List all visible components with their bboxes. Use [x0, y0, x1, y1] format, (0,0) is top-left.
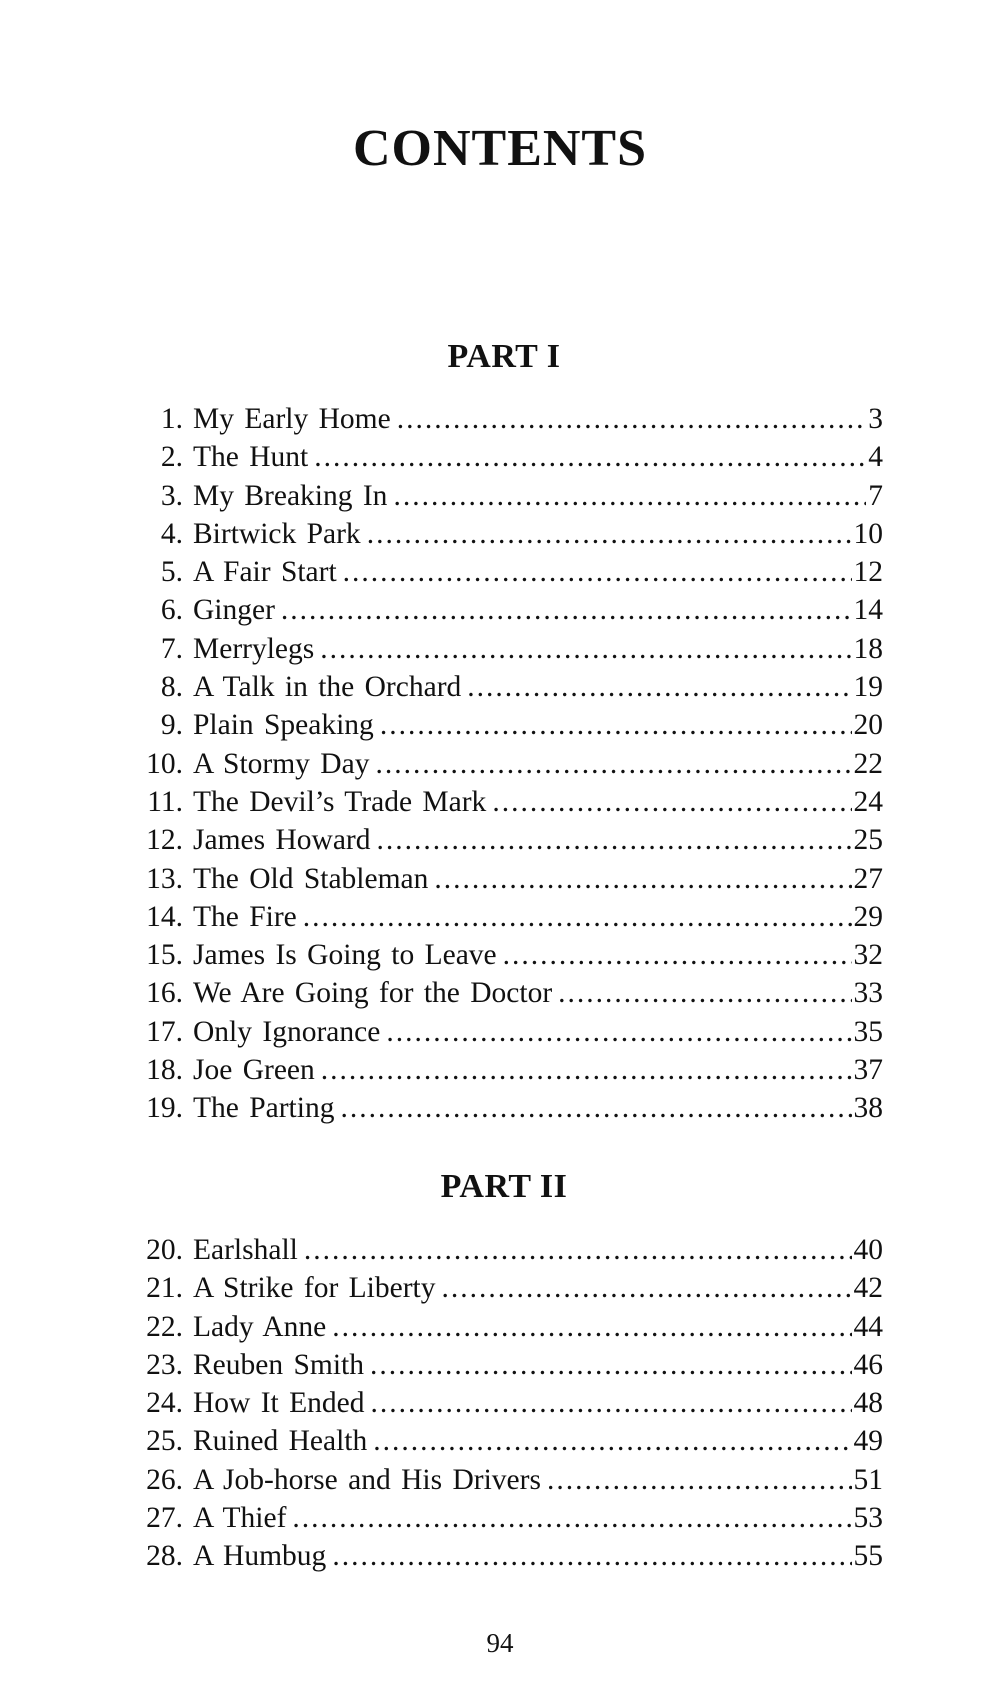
chapter-title: James Is Going to Leave	[193, 939, 497, 972]
chapter-page-number: 48	[853, 1387, 883, 1420]
chapter-number: 4.	[160, 517, 183, 550]
chapter-page-number: 18	[853, 632, 883, 665]
chapter-title: Lady Anne	[193, 1310, 327, 1343]
chapter-number: 12.	[146, 824, 183, 857]
chapter-title: Ruined Health	[193, 1425, 368, 1458]
chapter-title: The Old Stableman	[193, 862, 429, 895]
chapter-page-number: 35	[853, 1015, 883, 1048]
chapter-title: Earlshall	[193, 1234, 298, 1266]
chapter-page-number: 22	[853, 747, 883, 780]
toc-entry	[125, 1461, 883, 1499]
chapter-title: Birtwick Park	[193, 517, 361, 550]
chapter-title: A Fair Start	[193, 556, 337, 589]
dot-leader	[393, 477, 866, 515]
toc-entry	[125, 591, 883, 629]
chapter-title: How It Ended	[193, 1387, 365, 1420]
dot-leader	[558, 974, 851, 1012]
toc-entry	[125, 1384, 883, 1422]
chapter-number: 16.	[146, 977, 183, 1010]
dot-leader	[332, 1537, 851, 1575]
chapter-number: 20.	[146, 1234, 183, 1266]
chapter-page-number: 14	[853, 594, 883, 627]
dot-leader	[434, 860, 851, 898]
chapter-page-number: 53	[853, 1502, 883, 1535]
chapter-number: 18.	[146, 1054, 183, 1087]
chapter-number: 17.	[146, 1015, 183, 1048]
chapter-title: My Breaking In	[193, 479, 388, 512]
chapter-page-number: 38	[853, 1092, 883, 1125]
chapter-page-number: 20	[853, 709, 883, 742]
chapter-title: The Devil’s Trade Mark	[193, 785, 487, 818]
dot-leader	[397, 400, 867, 438]
chapter-page-number: 33	[853, 977, 883, 1010]
dot-leader	[371, 1384, 852, 1422]
chapter-page-number: 19	[853, 671, 883, 704]
chapter-number: 26.	[146, 1463, 183, 1496]
chapter-number: 2.	[160, 441, 183, 474]
dot-leader	[375, 745, 851, 783]
dot-leader	[370, 1346, 852, 1384]
chapter-page-number: 37	[853, 1054, 883, 1087]
toc-entry	[125, 1013, 883, 1051]
chapter-title: The Fire	[193, 900, 297, 933]
chapter-title: The Parting	[193, 1092, 335, 1125]
dot-leader	[321, 1051, 852, 1089]
toc-entry	[125, 1422, 883, 1460]
chapter-number: 1.	[160, 403, 183, 435]
chapter-number: 15.	[146, 939, 183, 972]
dot-leader	[442, 1269, 852, 1307]
chapter-number: 13.	[146, 862, 183, 895]
dot-leader	[386, 1013, 851, 1051]
dot-leader	[332, 1308, 851, 1346]
toc-entry	[125, 898, 883, 936]
chapter-title: A Job-horse and His Drivers	[193, 1463, 541, 1496]
chapter-page-number: 29	[853, 900, 883, 933]
chapter-title: A Humbug	[193, 1540, 327, 1573]
chapter-title: Only Ignorance	[193, 1015, 381, 1048]
dot-leader	[320, 630, 851, 668]
chapter-number: 24.	[146, 1387, 183, 1420]
toc-entry	[125, 1499, 883, 1537]
dot-leader	[503, 936, 852, 974]
chapter-number: 27.	[146, 1502, 183, 1535]
dot-leader	[373, 1422, 851, 1460]
chapter-page-number: 10	[853, 517, 883, 550]
dot-leader	[492, 783, 851, 821]
chapter-number: 5.	[160, 556, 183, 589]
chapter-number: 6.	[160, 594, 183, 627]
toc-entry	[125, 400, 883, 438]
toc-list	[125, 1231, 883, 1576]
dot-leader	[343, 553, 852, 591]
chapter-page-number: 27	[853, 862, 883, 895]
chapter-title: A Stormy Day	[193, 747, 370, 780]
toc-entry	[125, 515, 883, 553]
toc-entry	[125, 1089, 883, 1127]
chapter-page-number: 7	[868, 479, 883, 512]
dot-leader	[380, 706, 852, 744]
dot-leader	[467, 668, 851, 706]
dot-leader	[292, 1499, 851, 1537]
dot-leader	[304, 1231, 852, 1269]
chapter-page-number: 40	[853, 1234, 883, 1266]
toc-entry	[125, 438, 883, 476]
chapter-page-number: 24	[853, 785, 883, 818]
toc-entry	[125, 745, 883, 783]
chapter-number: 9.	[160, 709, 183, 742]
chapter-number: 3.	[160, 479, 183, 512]
toc-entry	[125, 1269, 883, 1307]
dot-leader	[303, 898, 852, 936]
chapter-page-number: 55	[853, 1540, 883, 1573]
toc-entry	[125, 706, 883, 744]
chapter-page-number: 42	[853, 1272, 883, 1305]
chapter-title: My Early Home	[193, 403, 391, 435]
chapter-page-number: 51	[853, 1463, 883, 1496]
chapter-page-number: 44	[853, 1310, 883, 1343]
dot-leader	[367, 515, 852, 553]
toc-entry	[125, 553, 883, 591]
chapter-number: 7.	[160, 632, 183, 665]
part-heading: PART I	[447, 338, 561, 375]
part-2-section	[125, 1170, 883, 1576]
chapter-number: 8.	[160, 671, 183, 704]
chapter-page-number: 32	[853, 939, 883, 972]
chapter-page-number: 12	[853, 556, 883, 589]
chapter-title: A Strike for Liberty	[193, 1272, 436, 1305]
part-1-section	[125, 340, 883, 1128]
dot-leader	[340, 1089, 851, 1127]
toc-entry	[125, 974, 883, 1012]
toc-entry	[125, 860, 883, 898]
toc-entry	[125, 821, 883, 859]
chapter-number: 11.	[147, 785, 183, 818]
dot-leader	[281, 591, 852, 629]
dot-leader	[314, 438, 866, 476]
toc-entry	[125, 1537, 883, 1575]
chapter-title: Ginger	[193, 594, 275, 627]
chapter-page-number: 46	[853, 1348, 883, 1381]
toc-entry	[125, 1051, 883, 1089]
chapter-title: The Hunt	[193, 441, 309, 474]
chapter-title: Joe Green	[193, 1054, 315, 1087]
chapter-number: 21.	[146, 1272, 183, 1305]
dot-leader	[377, 821, 852, 859]
toc-list	[125, 400, 883, 1128]
toc-entry	[125, 668, 883, 706]
chapter-number: 19.	[146, 1092, 183, 1125]
chapter-title: We Are Going for the Doctor	[193, 977, 553, 1010]
chapter-title: Plain Speaking	[193, 709, 374, 742]
chapter-number: 25.	[146, 1425, 183, 1458]
chapter-page-number: 3	[868, 403, 883, 435]
page-number: 94	[486, 1628, 514, 1658]
toc-entry	[125, 1231, 883, 1269]
chapter-title: James Howard	[193, 824, 371, 857]
toc-entry	[125, 477, 883, 515]
toc-entry	[125, 1346, 883, 1384]
chapter-number: 10.	[146, 747, 183, 780]
chapter-number: 14.	[146, 900, 183, 933]
toc-entry	[125, 783, 883, 821]
chapter-page-number: 4	[868, 441, 883, 474]
toc-entry	[125, 936, 883, 974]
chapter-title: Reuben Smith	[193, 1348, 364, 1381]
chapter-number: 22.	[146, 1310, 183, 1343]
chapter-title: A Thief	[193, 1502, 287, 1535]
chapter-title: Merrylegs	[193, 632, 315, 665]
chapter-number: 23.	[146, 1348, 183, 1381]
toc-entry	[125, 630, 883, 668]
chapter-page-number: 25	[853, 824, 883, 857]
page-title: CONTENTS	[352, 119, 648, 177]
part-heading: PART II	[440, 1168, 568, 1205]
toc-entry	[125, 1308, 883, 1346]
dot-leader	[547, 1461, 852, 1499]
chapter-page-number: 49	[853, 1425, 883, 1458]
chapter-number: 28.	[146, 1540, 183, 1573]
chapter-title: A Talk in the Orchard	[193, 671, 462, 704]
